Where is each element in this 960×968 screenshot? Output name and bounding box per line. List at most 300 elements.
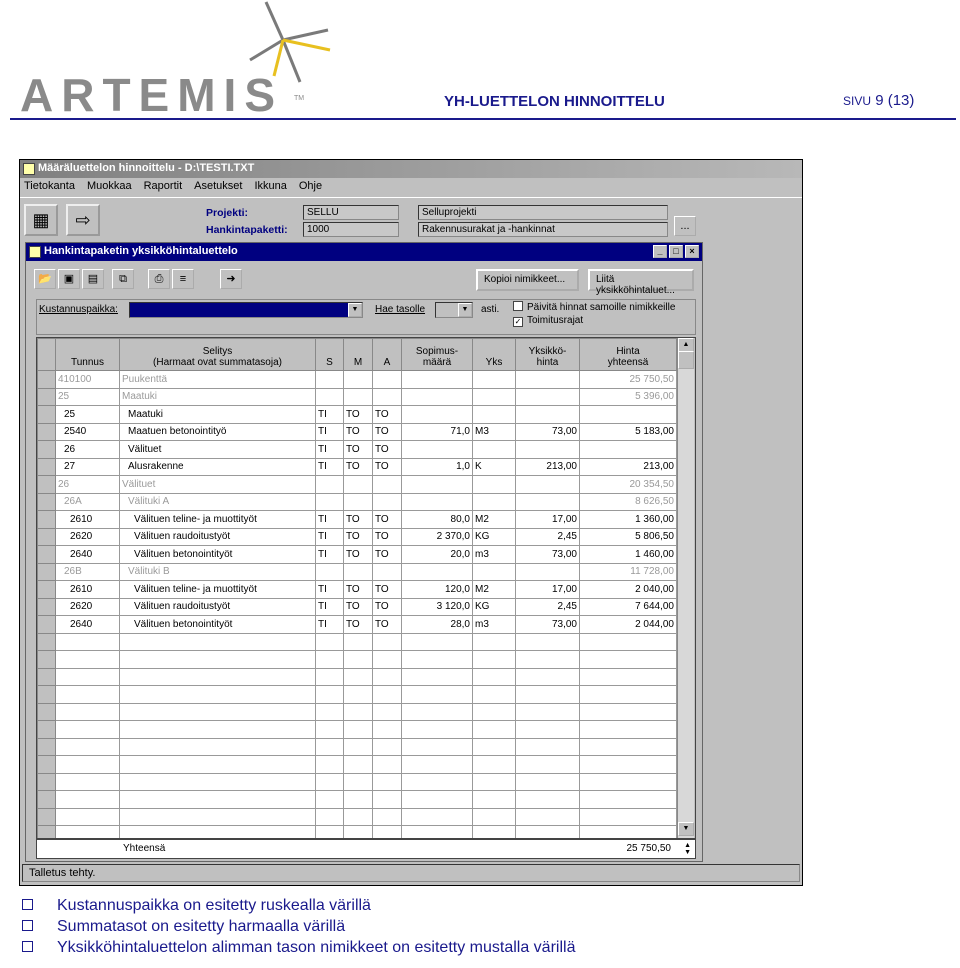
- cell-unit[interactable]: K: [473, 458, 516, 476]
- cell-s[interactable]: TI: [316, 598, 344, 616]
- empty-cell[interactable]: [120, 756, 316, 774]
- empty-cell[interactable]: [402, 721, 473, 739]
- empty-cell[interactable]: [516, 651, 580, 669]
- row-header[interactable]: [38, 773, 56, 791]
- print-preview-icon[interactable]: ⎙: [148, 269, 170, 289]
- empty-cell[interactable]: [473, 773, 516, 791]
- empty-cell[interactable]: [344, 756, 373, 774]
- table-row[interactable]: [38, 598, 677, 616]
- cell-total[interactable]: 213,00: [580, 458, 677, 476]
- empty-cell[interactable]: [580, 633, 677, 651]
- table-row[interactable]: [38, 458, 677, 476]
- cell-total[interactable]: 1 460,00: [580, 546, 677, 564]
- package-code-field[interactable]: 1000: [303, 222, 399, 237]
- row-header[interactable]: [38, 791, 56, 809]
- empty-cell[interactable]: [56, 651, 120, 669]
- cell-unit[interactable]: [473, 388, 516, 406]
- checkbox-checked-icon[interactable]: ✓: [514, 317, 522, 326]
- empty-cell[interactable]: [316, 651, 344, 669]
- empty-cell[interactable]: [120, 633, 316, 651]
- cell-code[interactable]: 2620: [56, 528, 120, 546]
- column-header[interactable]: A: [373, 339, 402, 371]
- empty-cell[interactable]: [516, 773, 580, 791]
- empty-cell[interactable]: [56, 738, 120, 756]
- empty-cell[interactable]: [402, 668, 473, 686]
- cell-code[interactable]: 2640: [56, 546, 120, 564]
- cell-unit[interactable]: M2: [473, 511, 516, 529]
- row-header[interactable]: [38, 406, 56, 424]
- empty-cell[interactable]: [373, 668, 402, 686]
- table-row[interactable]: [38, 546, 677, 564]
- cell-m[interactable]: [344, 371, 373, 389]
- cell-desc[interactable]: Välituet: [120, 441, 316, 459]
- cell-code[interactable]: 26: [56, 441, 120, 459]
- row-header[interactable]: [38, 458, 56, 476]
- cell-unit[interactable]: KG: [473, 528, 516, 546]
- empty-cell[interactable]: [373, 791, 402, 809]
- cell-code[interactable]: 25: [56, 406, 120, 424]
- cell-m[interactable]: TO: [344, 441, 373, 459]
- empty-cell[interactable]: [120, 738, 316, 756]
- cell-a[interactable]: [373, 563, 402, 581]
- empty-cell[interactable]: [316, 686, 344, 704]
- cell-unit[interactable]: [473, 476, 516, 494]
- empty-cell[interactable]: [580, 791, 677, 809]
- column-header[interactable]: Yksikkö- hinta: [516, 339, 580, 371]
- empty-cell[interactable]: [580, 651, 677, 669]
- exit-door-icon[interactable]: ⇨: [66, 204, 100, 236]
- total-spin-icon[interactable]: ▲ ▼: [684, 842, 691, 856]
- cell-a[interactable]: TO: [373, 528, 402, 546]
- cell-desc[interactable]: Alusrakenne: [120, 458, 316, 476]
- cell-desc[interactable]: Puukenttä: [120, 371, 316, 389]
- empty-cell[interactable]: [56, 686, 120, 704]
- summary-row[interactable]: [38, 476, 677, 494]
- table-row[interactable]: [38, 406, 677, 424]
- empty-cell[interactable]: [316, 808, 344, 826]
- column-header[interactable]: S: [316, 339, 344, 371]
- cell-unit[interactable]: M2: [473, 581, 516, 599]
- cell-code[interactable]: 27: [56, 458, 120, 476]
- cell-qty[interactable]: 80,0: [402, 511, 473, 529]
- row-header[interactable]: [38, 756, 56, 774]
- cell-code[interactable]: 2610: [56, 511, 120, 529]
- cell-desc[interactable]: Välituki A: [120, 493, 316, 511]
- column-header[interactable]: M: [344, 339, 373, 371]
- empty-cell[interactable]: [344, 738, 373, 756]
- empty-cell[interactable]: [120, 721, 316, 739]
- row-header[interactable]: [38, 528, 56, 546]
- empty-cell[interactable]: [373, 721, 402, 739]
- cell-m[interactable]: TO: [344, 458, 373, 476]
- empty-cell[interactable]: [373, 651, 402, 669]
- cell-desc[interactable]: Maatuki: [120, 406, 316, 424]
- cell-m[interactable]: [344, 476, 373, 494]
- empty-cell[interactable]: [473, 721, 516, 739]
- cell-unit[interactable]: [473, 406, 516, 424]
- cell-code[interactable]: 2620: [56, 598, 120, 616]
- empty-row[interactable]: [38, 808, 677, 826]
- empty-cell[interactable]: [373, 756, 402, 774]
- cell-qty[interactable]: 2 370,0: [402, 528, 473, 546]
- cell-s[interactable]: TI: [316, 528, 344, 546]
- empty-cell[interactable]: [316, 738, 344, 756]
- package-name-field[interactable]: Rakennusurakat ja -hankinnat: [418, 222, 668, 237]
- row-header[interactable]: [38, 703, 56, 721]
- empty-row[interactable]: [38, 791, 677, 809]
- cell-a[interactable]: [373, 388, 402, 406]
- cell-m[interactable]: TO: [344, 511, 373, 529]
- menu-item[interactable]: Raportit: [143, 180, 183, 192]
- cell-price[interactable]: [516, 388, 580, 406]
- cell-qty[interactable]: [402, 441, 473, 459]
- empty-cell[interactable]: [473, 791, 516, 809]
- cell-m[interactable]: TO: [344, 423, 373, 441]
- import-icon[interactable]: ➜: [220, 269, 242, 289]
- cell-price[interactable]: [516, 493, 580, 511]
- cell-price[interactable]: 2,45: [516, 528, 580, 546]
- cell-price[interactable]: 17,00: [516, 581, 580, 599]
- cell-m[interactable]: [344, 493, 373, 511]
- empty-cell[interactable]: [316, 791, 344, 809]
- cell-unit[interactable]: M3: [473, 423, 516, 441]
- empty-cell[interactable]: [344, 773, 373, 791]
- row-header[interactable]: [38, 808, 56, 826]
- empty-cell[interactable]: [473, 738, 516, 756]
- menu-item[interactable]: Ikkuna: [254, 180, 287, 192]
- row-header[interactable]: [38, 616, 56, 634]
- empty-cell[interactable]: [373, 686, 402, 704]
- cell-code[interactable]: 2540: [56, 423, 120, 441]
- cell-a[interactable]: [373, 476, 402, 494]
- cell-unit[interactable]: [473, 441, 516, 459]
- empty-cell[interactable]: [316, 773, 344, 791]
- cell-a[interactable]: TO: [373, 511, 402, 529]
- cell-total[interactable]: 5 806,50: [580, 528, 677, 546]
- empty-cell[interactable]: [402, 808, 473, 826]
- cell-a[interactable]: TO: [373, 598, 402, 616]
- row-header[interactable]: [38, 581, 56, 599]
- empty-cell[interactable]: [344, 633, 373, 651]
- cell-desc[interactable]: Välituen raudoitustyöt: [120, 528, 316, 546]
- cell-code[interactable]: 25: [56, 388, 120, 406]
- cell-desc[interactable]: Välituen betonointityöt: [120, 616, 316, 634]
- column-header[interactable]: Selitys (Harmaat ovat summatasoja): [120, 339, 316, 371]
- cell-s[interactable]: [316, 563, 344, 581]
- chevron-down-icon[interactable]: ▼: [458, 303, 472, 317]
- column-header[interactable]: Sopimus- määrä: [402, 339, 473, 371]
- empty-cell[interactable]: [344, 808, 373, 826]
- empty-row[interactable]: [38, 668, 677, 686]
- cell-a[interactable]: [373, 493, 402, 511]
- row-header[interactable]: [38, 686, 56, 704]
- scroll-down-icon[interactable]: ▼: [678, 822, 694, 836]
- empty-cell[interactable]: [120, 668, 316, 686]
- empty-cell[interactable]: [402, 756, 473, 774]
- empty-cell[interactable]: [580, 808, 677, 826]
- cell-m[interactable]: [344, 388, 373, 406]
- cell-qty[interactable]: [402, 406, 473, 424]
- cell-price[interactable]: 2,45: [516, 598, 580, 616]
- list-icon[interactable]: ≡: [172, 269, 194, 289]
- table-row[interactable]: [38, 511, 677, 529]
- cell-a[interactable]: TO: [373, 616, 402, 634]
- cell-code[interactable]: 410100: [56, 371, 120, 389]
- empty-cell[interactable]: [516, 791, 580, 809]
- empty-cell[interactable]: [473, 686, 516, 704]
- empty-row[interactable]: [38, 756, 677, 774]
- menu-item[interactable]: Muokkaa: [86, 180, 132, 192]
- empty-cell[interactable]: [373, 703, 402, 721]
- menu-item[interactable]: Tietokanta: [24, 180, 75, 192]
- empty-cell[interactable]: [316, 668, 344, 686]
- empty-cell[interactable]: [373, 738, 402, 756]
- cell-total[interactable]: 25 750,50: [580, 371, 677, 389]
- row-header[interactable]: [38, 738, 56, 756]
- update-prices-checkbox[interactable]: [513, 301, 675, 313]
- summary-row[interactable]: [38, 388, 677, 406]
- empty-cell[interactable]: [316, 633, 344, 651]
- empty-cell[interactable]: [473, 756, 516, 774]
- save-icon[interactable]: ▣: [58, 269, 80, 289]
- cell-a[interactable]: TO: [373, 458, 402, 476]
- cell-total[interactable]: [580, 441, 677, 459]
- table-row[interactable]: [38, 581, 677, 599]
- empty-cell[interactable]: [344, 703, 373, 721]
- cost-center-select[interactable]: [129, 302, 363, 318]
- project-name-field[interactable]: Selluprojekti: [418, 205, 668, 220]
- cell-code[interactable]: 26: [56, 476, 120, 494]
- cell-m[interactable]: TO: [344, 546, 373, 564]
- empty-cell[interactable]: [56, 633, 120, 651]
- empty-cell[interactable]: [473, 808, 516, 826]
- cell-s[interactable]: TI: [316, 616, 344, 634]
- cell-m[interactable]: TO: [344, 406, 373, 424]
- cell-desc[interactable]: Välituki B: [120, 563, 316, 581]
- empty-cell[interactable]: [580, 756, 677, 774]
- empty-cell[interactable]: [316, 703, 344, 721]
- empty-cell[interactable]: [402, 738, 473, 756]
- empty-cell[interactable]: [580, 703, 677, 721]
- row-header[interactable]: [38, 651, 56, 669]
- cell-a[interactable]: [373, 371, 402, 389]
- cell-qty[interactable]: 20,0: [402, 546, 473, 564]
- empty-cell[interactable]: [316, 756, 344, 774]
- cell-qty[interactable]: [402, 493, 473, 511]
- row-header[interactable]: [38, 511, 56, 529]
- cell-qty[interactable]: 28,0: [402, 616, 473, 634]
- cell-m[interactable]: TO: [344, 598, 373, 616]
- empty-cell[interactable]: [120, 773, 316, 791]
- cell-total[interactable]: 8 626,50: [580, 493, 677, 511]
- cell-a[interactable]: TO: [373, 546, 402, 564]
- empty-cell[interactable]: [402, 773, 473, 791]
- row-header[interactable]: [38, 668, 56, 686]
- cell-qty[interactable]: 1,0: [402, 458, 473, 476]
- cell-total[interactable]: [580, 406, 677, 424]
- cell-price[interactable]: 73,00: [516, 546, 580, 564]
- empty-cell[interactable]: [373, 773, 402, 791]
- checkbox-unchecked-icon[interactable]: [513, 301, 523, 311]
- cell-desc[interactable]: Välituet: [120, 476, 316, 494]
- scroll-up-icon[interactable]: ▲: [678, 338, 694, 352]
- empty-cell[interactable]: [344, 791, 373, 809]
- cell-price[interactable]: [516, 371, 580, 389]
- empty-cell[interactable]: [516, 738, 580, 756]
- cell-total[interactable]: 1 360,00: [580, 511, 677, 529]
- cell-qty[interactable]: 120,0: [402, 581, 473, 599]
- column-header[interactable]: Tunnus: [56, 339, 120, 371]
- empty-cell[interactable]: [56, 773, 120, 791]
- menu-item[interactable]: Ohje: [298, 180, 323, 192]
- empty-cell[interactable]: [473, 633, 516, 651]
- empty-cell[interactable]: [316, 721, 344, 739]
- cell-m[interactable]: TO: [344, 616, 373, 634]
- empty-cell[interactable]: [516, 756, 580, 774]
- empty-cell[interactable]: [120, 686, 316, 704]
- open-folder-icon[interactable]: 📂: [34, 269, 56, 289]
- chevron-down-icon[interactable]: ▼: [348, 303, 362, 317]
- empty-cell[interactable]: [344, 651, 373, 669]
- cell-price[interactable]: [516, 406, 580, 424]
- cell-price[interactable]: 17,00: [516, 511, 580, 529]
- cell-unit[interactable]: [473, 563, 516, 581]
- cell-total[interactable]: 5 183,00: [580, 423, 677, 441]
- cell-code[interactable]: 2640: [56, 616, 120, 634]
- cell-s[interactable]: TI: [316, 441, 344, 459]
- row-header[interactable]: [38, 441, 56, 459]
- save-all-icon[interactable]: ▤: [82, 269, 104, 289]
- cell-qty[interactable]: [402, 388, 473, 406]
- cell-a[interactable]: TO: [373, 441, 402, 459]
- empty-cell[interactable]: [56, 703, 120, 721]
- cost-center-row[interactable]: [38, 371, 677, 389]
- empty-cell[interactable]: [516, 668, 580, 686]
- cell-code[interactable]: 2610: [56, 581, 120, 599]
- table-row[interactable]: [38, 616, 677, 634]
- vertical-scrollbar[interactable]: [677, 338, 694, 838]
- copy-icon[interactable]: ⧉: [112, 269, 134, 289]
- cell-m[interactable]: TO: [344, 528, 373, 546]
- empty-row[interactable]: [38, 738, 677, 756]
- cell-s[interactable]: TI: [316, 423, 344, 441]
- cell-s[interactable]: TI: [316, 511, 344, 529]
- column-header[interactable]: Yks: [473, 339, 516, 371]
- empty-cell[interactable]: [580, 773, 677, 791]
- cell-s[interactable]: [316, 388, 344, 406]
- cell-price[interactable]: [516, 476, 580, 494]
- cell-total[interactable]: 20 354,50: [580, 476, 677, 494]
- row-header[interactable]: [38, 388, 56, 406]
- empty-cell[interactable]: [580, 668, 677, 686]
- empty-row[interactable]: [38, 633, 677, 651]
- empty-cell[interactable]: [516, 703, 580, 721]
- empty-cell[interactable]: [473, 703, 516, 721]
- close-icon[interactable]: ×: [685, 245, 699, 258]
- cell-s[interactable]: [316, 476, 344, 494]
- cell-a[interactable]: TO: [373, 406, 402, 424]
- cell-total[interactable]: 2 040,00: [580, 581, 677, 599]
- cell-s[interactable]: [316, 493, 344, 511]
- table-row[interactable]: [38, 423, 677, 441]
- empty-cell[interactable]: [56, 791, 120, 809]
- empty-cell[interactable]: [473, 668, 516, 686]
- empty-cell[interactable]: [402, 686, 473, 704]
- minimize-icon[interactable]: _: [653, 245, 667, 258]
- empty-row[interactable]: [38, 651, 677, 669]
- row-header[interactable]: [38, 423, 56, 441]
- scroll-thumb[interactable]: [678, 351, 694, 369]
- empty-cell[interactable]: [516, 721, 580, 739]
- row-header[interactable]: [38, 546, 56, 564]
- row-header[interactable]: [38, 493, 56, 511]
- row-header[interactable]: [38, 476, 56, 494]
- cell-m[interactable]: TO: [344, 581, 373, 599]
- attach-unit-price-list-button[interactable]: Liitä yksikköhintaluet...: [588, 269, 694, 291]
- row-header[interactable]: [38, 633, 56, 651]
- maximize-icon[interactable]: □: [669, 245, 683, 258]
- table-row[interactable]: [38, 528, 677, 546]
- empty-cell[interactable]: [402, 651, 473, 669]
- empty-row[interactable]: [38, 686, 677, 704]
- cell-total[interactable]: 11 728,00: [580, 563, 677, 581]
- empty-cell[interactable]: [580, 721, 677, 739]
- empty-cell[interactable]: [56, 668, 120, 686]
- cell-total[interactable]: 7 644,00: [580, 598, 677, 616]
- cell-m[interactable]: [344, 563, 373, 581]
- empty-cell[interactable]: [56, 756, 120, 774]
- cell-unit[interactable]: KG: [473, 598, 516, 616]
- cell-desc[interactable]: Maatuen betonointityö: [120, 423, 316, 441]
- delivery-limits-checkbox[interactable]: [513, 315, 583, 327]
- cell-desc[interactable]: Maatuki: [120, 388, 316, 406]
- empty-cell[interactable]: [516, 633, 580, 651]
- summary-row[interactable]: [38, 493, 677, 511]
- menu-item[interactable]: Asetukset: [194, 180, 243, 192]
- cell-unit[interactable]: [473, 371, 516, 389]
- browse-button[interactable]: ...: [674, 216, 696, 236]
- empty-cell[interactable]: [402, 703, 473, 721]
- level-select[interactable]: [435, 302, 473, 318]
- cell-qty[interactable]: [402, 476, 473, 494]
- cell-s[interactable]: TI: [316, 406, 344, 424]
- row-header[interactable]: [38, 598, 56, 616]
- empty-cell[interactable]: [402, 633, 473, 651]
- column-header[interactable]: Hinta yhteensä: [580, 339, 677, 371]
- cell-total[interactable]: 2 044,00: [580, 616, 677, 634]
- table-view-icon[interactable]: ▦: [24, 204, 58, 236]
- cell-desc[interactable]: Välituen teline- ja muottityöt: [120, 581, 316, 599]
- cell-s[interactable]: [316, 371, 344, 389]
- cell-s[interactable]: TI: [316, 458, 344, 476]
- cell-qty[interactable]: 3 120,0: [402, 598, 473, 616]
- empty-cell[interactable]: [120, 651, 316, 669]
- cell-s[interactable]: TI: [316, 581, 344, 599]
- empty-cell[interactable]: [516, 808, 580, 826]
- cell-price[interactable]: 73,00: [516, 423, 580, 441]
- empty-cell[interactable]: [56, 721, 120, 739]
- empty-cell[interactable]: [516, 686, 580, 704]
- empty-cell[interactable]: [344, 721, 373, 739]
- empty-cell[interactable]: [580, 686, 677, 704]
- cell-desc[interactable]: Välituen betonointityöt: [120, 546, 316, 564]
- cell-code[interactable]: 26A: [56, 493, 120, 511]
- summary-row[interactable]: [38, 563, 677, 581]
- empty-row[interactable]: [38, 721, 677, 739]
- empty-cell[interactable]: [402, 791, 473, 809]
- project-code-field[interactable]: SELLU: [303, 205, 399, 220]
- cell-a[interactable]: TO: [373, 423, 402, 441]
